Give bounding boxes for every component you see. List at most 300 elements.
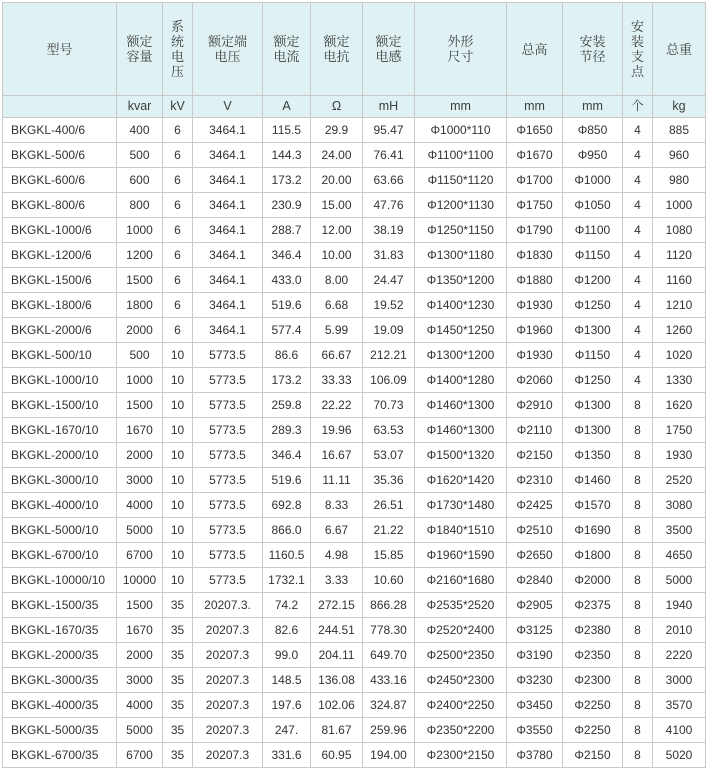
table-row	[3, 593, 706, 618]
table-cell: 1670	[117, 418, 163, 443]
model-cell: BKGKL-500/6	[3, 143, 117, 168]
column-header: 总重	[653, 3, 706, 96]
column-header: 安 装 支 点	[623, 3, 653, 96]
table-cell: Φ1830	[507, 243, 563, 268]
table-cell: Φ2910	[507, 393, 563, 418]
table-cell: 5773.5	[193, 493, 263, 518]
table-cell: 1500	[117, 393, 163, 418]
table-cell: 144.3	[263, 143, 311, 168]
table-cell: 22.22	[311, 393, 363, 418]
table-cell: 1200	[117, 243, 163, 268]
table-cell: 70.73	[363, 393, 415, 418]
table-cell: Φ1460*1300	[415, 393, 507, 418]
table-cell: 272.15	[311, 593, 363, 618]
table-cell: Φ1400*1230	[415, 293, 507, 318]
table-row	[3, 243, 706, 268]
table-cell: Φ1250*1150	[415, 218, 507, 243]
table-cell: 15.85	[363, 543, 415, 568]
table-cell: 8	[623, 668, 653, 693]
table-cell: Φ1960*1590	[415, 543, 507, 568]
model-cell: BKGKL-1000/6	[3, 218, 117, 243]
table-cell: 1940	[653, 593, 706, 618]
table-cell: 519.6	[263, 293, 311, 318]
table-cell: 35.36	[363, 468, 415, 493]
table-cell: Φ2000	[563, 568, 623, 593]
table-cell: 400	[117, 118, 163, 143]
table-cell: 331.6	[263, 743, 311, 768]
table-cell: 6	[163, 118, 193, 143]
table-cell: 8	[623, 443, 653, 468]
table-cell: Φ1930	[507, 343, 563, 368]
table-cell: 10	[163, 393, 193, 418]
table-cell: 20207.3	[193, 718, 263, 743]
table-cell: 20.00	[311, 168, 363, 193]
table-cell: 3464.1	[193, 243, 263, 268]
table-row	[3, 193, 706, 218]
table-cell: 259.8	[263, 393, 311, 418]
table-row	[3, 268, 706, 293]
table-cell: 1210	[653, 293, 706, 318]
model-cell: BKGKL-1500/6	[3, 268, 117, 293]
table-cell: 1670	[117, 618, 163, 643]
table-cell: 8	[623, 743, 653, 768]
table-cell: 5000	[653, 568, 706, 593]
table-cell: 2220	[653, 643, 706, 668]
table-cell: Φ2650	[507, 543, 563, 568]
table-cell: Φ2510	[507, 518, 563, 543]
table-cell: 5773.5	[193, 343, 263, 368]
table-cell: 47.76	[363, 193, 415, 218]
table-cell: 3570	[653, 693, 706, 718]
table-cell: 4	[623, 218, 653, 243]
table-cell: 21.22	[363, 518, 415, 543]
table-cell: 8.33	[311, 493, 363, 518]
table-cell: 3464.1	[193, 318, 263, 343]
table-cell: 6	[163, 143, 193, 168]
table-cell: 3464.1	[193, 118, 263, 143]
table-cell: Φ2060	[507, 368, 563, 393]
table-cell: 4.98	[311, 543, 363, 568]
table-cell: 136.08	[311, 668, 363, 693]
table-row	[3, 643, 706, 668]
table-cell: 8	[623, 418, 653, 443]
unit-cell: 个	[623, 96, 653, 118]
model-cell: BKGKL-1000/10	[3, 368, 117, 393]
table-cell: 1020	[653, 343, 706, 368]
model-cell: BKGKL-6700/35	[3, 743, 117, 768]
table-cell: 500	[117, 143, 163, 168]
table-cell: Φ1930	[507, 293, 563, 318]
table-row	[3, 718, 706, 743]
table-cell: 10	[163, 518, 193, 543]
model-cell: BKGKL-800/6	[3, 193, 117, 218]
table-cell: Φ1450*1250	[415, 318, 507, 343]
table-cell: 800	[117, 193, 163, 218]
table-cell: 115.5	[263, 118, 311, 143]
table-row	[3, 443, 706, 468]
table-cell: 20207.3	[193, 668, 263, 693]
table-cell: 5773.5	[193, 568, 263, 593]
table-cell: 8	[623, 518, 653, 543]
table-cell: 692.8	[263, 493, 311, 518]
table-cell: 5773.5	[193, 368, 263, 393]
table-cell: 866.28	[363, 593, 415, 618]
table-cell: 3080	[653, 493, 706, 518]
column-header: 额定 电抗	[311, 3, 363, 96]
table-cell: 778.30	[363, 618, 415, 643]
spec-table	[2, 2, 706, 768]
table-cell: 960	[653, 143, 706, 168]
table-cell: Φ2350	[563, 643, 623, 668]
table-cell: Φ1100*1100	[415, 143, 507, 168]
table-cell: 577.4	[263, 318, 311, 343]
table-cell: Φ2110	[507, 418, 563, 443]
table-cell: 35	[163, 718, 193, 743]
table-cell: Φ1750	[507, 193, 563, 218]
table-cell: 1000	[117, 218, 163, 243]
table-cell: 6.67	[311, 518, 363, 543]
table-cell: 19.09	[363, 318, 415, 343]
table-cell: 4100	[653, 718, 706, 743]
table-cell: 86.6	[263, 343, 311, 368]
table-cell: 1930	[653, 443, 706, 468]
table-cell: 433.0	[263, 268, 311, 293]
table-cell: 247.	[263, 718, 311, 743]
column-header: 安装 节径	[563, 3, 623, 96]
table-row	[3, 118, 706, 143]
table-cell: 5773.5	[193, 518, 263, 543]
model-cell: BKGKL-5000/35	[3, 718, 117, 743]
table-cell: 173.2	[263, 368, 311, 393]
table-cell: 20207.3	[193, 618, 263, 643]
model-cell: BKGKL-2000/10	[3, 443, 117, 468]
table-cell: 148.5	[263, 668, 311, 693]
table-cell: 95.47	[363, 118, 415, 143]
table-cell: Φ2905	[507, 593, 563, 618]
model-cell: BKGKL-400/6	[3, 118, 117, 143]
table-cell: 4	[623, 368, 653, 393]
model-cell: BKGKL-2000/35	[3, 643, 117, 668]
table-cell: 5773.5	[193, 418, 263, 443]
table-cell: 4	[623, 318, 653, 343]
unit-cell: A	[263, 96, 311, 118]
table-cell: 8	[623, 593, 653, 618]
table-cell: 866.0	[263, 518, 311, 543]
table-cell: Φ1300	[563, 318, 623, 343]
table-cell: 1800	[117, 293, 163, 318]
column-header: 额定 容量	[117, 3, 163, 96]
table-cell: 106.09	[363, 368, 415, 393]
table-cell: Φ1650	[507, 118, 563, 143]
table-cell: 35	[163, 643, 193, 668]
table-cell: 2000	[117, 318, 163, 343]
table-cell: 35	[163, 743, 193, 768]
table-cell: 173.2	[263, 168, 311, 193]
table-cell: 10	[163, 468, 193, 493]
table-cell: 102.06	[311, 693, 363, 718]
table-cell: 8	[623, 543, 653, 568]
model-cell: BKGKL-1500/35	[3, 593, 117, 618]
table-cell: 600	[117, 168, 163, 193]
table-cell: Φ1500*1320	[415, 443, 507, 468]
unit-cell	[3, 96, 117, 118]
spec-table-container	[2, 2, 705, 768]
table-cell: Φ2450*2300	[415, 668, 507, 693]
table-cell: 6	[163, 168, 193, 193]
table-cell: Φ1150	[563, 243, 623, 268]
table-cell: 2000	[117, 643, 163, 668]
table-cell: 4	[623, 118, 653, 143]
table-cell: Φ2300	[563, 668, 623, 693]
table-row	[3, 468, 706, 493]
table-cell: 6700	[117, 543, 163, 568]
unit-cell: mm	[563, 96, 623, 118]
table-cell: 29.9	[311, 118, 363, 143]
table-cell: 10	[163, 543, 193, 568]
table-cell: Φ3190	[507, 643, 563, 668]
model-cell: BKGKL-3000/35	[3, 668, 117, 693]
table-cell: Φ1670	[507, 143, 563, 168]
table-cell: 3.33	[311, 568, 363, 593]
table-row	[3, 568, 706, 593]
table-cell: Φ1690	[563, 518, 623, 543]
table-cell: Φ1620*1420	[415, 468, 507, 493]
table-cell: 26.51	[363, 493, 415, 518]
table-cell: 1500	[117, 268, 163, 293]
table-cell: 20207.3	[193, 693, 263, 718]
table-cell: 6	[163, 293, 193, 318]
table-cell: 194.00	[363, 743, 415, 768]
table-cell: 1160	[653, 268, 706, 293]
unit-cell: mm	[507, 96, 563, 118]
table-cell: 19.52	[363, 293, 415, 318]
table-cell: Φ1570	[563, 493, 623, 518]
model-cell: BKGKL-600/6	[3, 168, 117, 193]
table-cell: 63.66	[363, 168, 415, 193]
model-cell: BKGKL-6700/10	[3, 543, 117, 568]
table-cell: 433.16	[363, 668, 415, 693]
table-cell: 212.21	[363, 343, 415, 368]
unit-cell: mH	[363, 96, 415, 118]
table-cell: 500	[117, 343, 163, 368]
table-cell: 20207.3	[193, 743, 263, 768]
table-cell: Φ1300	[563, 393, 623, 418]
table-cell: 74.2	[263, 593, 311, 618]
table-cell: 5020	[653, 743, 706, 768]
table-cell: 1080	[653, 218, 706, 243]
table-row	[3, 743, 706, 768]
table-cell: 1000	[117, 368, 163, 393]
table-row	[3, 668, 706, 693]
table-cell: 1000	[653, 193, 706, 218]
table-cell: 6700	[117, 743, 163, 768]
table-row	[3, 218, 706, 243]
table-cell: 8	[623, 693, 653, 718]
unit-cell: kvar	[117, 96, 163, 118]
model-cell: BKGKL-1200/6	[3, 243, 117, 268]
table-cell: Φ1350*1200	[415, 268, 507, 293]
model-cell: BKGKL-2000/6	[3, 318, 117, 343]
table-cell: 5773.5	[193, 393, 263, 418]
table-cell: 10000	[117, 568, 163, 593]
table-cell: 4	[623, 168, 653, 193]
table-cell: 35	[163, 618, 193, 643]
table-cell: Φ1200	[563, 268, 623, 293]
table-cell: 15.00	[311, 193, 363, 218]
table-cell: 2520	[653, 468, 706, 493]
unit-cell: kV	[163, 96, 193, 118]
table-cell: 10	[163, 568, 193, 593]
table-cell: 6.68	[311, 293, 363, 318]
table-cell: 1500	[117, 593, 163, 618]
table-cell: Φ1300	[563, 418, 623, 443]
table-cell: 244.51	[311, 618, 363, 643]
model-cell: BKGKL-500/10	[3, 343, 117, 368]
table-row	[3, 343, 706, 368]
table-cell: 6	[163, 193, 193, 218]
table-cell: Φ2535*2520	[415, 593, 507, 618]
model-cell: BKGKL-1670/35	[3, 618, 117, 643]
table-cell: 10	[163, 343, 193, 368]
table-body	[3, 118, 706, 768]
table-cell: Φ2300*2150	[415, 743, 507, 768]
table-row	[3, 168, 706, 193]
table-cell: 8	[623, 393, 653, 418]
model-cell: BKGKL-4000/10	[3, 493, 117, 518]
table-cell: Φ2250	[563, 693, 623, 718]
table-cell: 10.60	[363, 568, 415, 593]
table-cell: 346.4	[263, 243, 311, 268]
table-cell: 288.7	[263, 218, 311, 243]
table-cell: 3000	[117, 668, 163, 693]
table-cell: 10	[163, 443, 193, 468]
table-cell: 19.96	[311, 418, 363, 443]
unit-cell: V	[193, 96, 263, 118]
table-cell: 24.00	[311, 143, 363, 168]
table-cell: 5.99	[311, 318, 363, 343]
table-cell: 3464.1	[193, 193, 263, 218]
model-cell: BKGKL-4000/35	[3, 693, 117, 718]
table-cell: 8	[623, 468, 653, 493]
table-cell: 3000	[653, 668, 706, 693]
table-cell: 1620	[653, 393, 706, 418]
table-cell: 35	[163, 668, 193, 693]
table-cell: 53.07	[363, 443, 415, 468]
table-cell: Φ3780	[507, 743, 563, 768]
table-cell: Φ1300*1180	[415, 243, 507, 268]
model-cell: BKGKL-5000/10	[3, 518, 117, 543]
table-cell: Φ1460	[563, 468, 623, 493]
table-cell: 35	[163, 693, 193, 718]
table-row	[3, 518, 706, 543]
table-cell: 6	[163, 318, 193, 343]
unit-cell: mm	[415, 96, 507, 118]
table-cell: Φ1880	[507, 268, 563, 293]
table-cell: 204.11	[311, 643, 363, 668]
table-cell: 6	[163, 268, 193, 293]
table-cell: Φ2375	[563, 593, 623, 618]
table-cell: 1260	[653, 318, 706, 343]
table-cell: Φ1840*1510	[415, 518, 507, 543]
table-cell: Φ850	[563, 118, 623, 143]
table-row	[3, 493, 706, 518]
table-cell: Φ1350	[563, 443, 623, 468]
table-cell: 20207.3.	[193, 593, 263, 618]
header-row	[3, 3, 706, 96]
table-cell: 3464.1	[193, 293, 263, 318]
table-row	[3, 543, 706, 568]
table-cell: 3464.1	[193, 143, 263, 168]
table-row	[3, 318, 706, 343]
table-cell: 12.00	[311, 218, 363, 243]
table-cell: Φ1000*110	[415, 118, 507, 143]
table-cell: Φ1790	[507, 218, 563, 243]
model-cell: BKGKL-10000/10	[3, 568, 117, 593]
table-cell: 289.3	[263, 418, 311, 443]
table-cell: 31.83	[363, 243, 415, 268]
table-cell: 4	[623, 293, 653, 318]
table-row	[3, 143, 706, 168]
table-cell: Φ1200*1130	[415, 193, 507, 218]
table-cell: 8	[623, 618, 653, 643]
table-cell: 3464.1	[193, 218, 263, 243]
model-cell: BKGKL-3000/10	[3, 468, 117, 493]
table-cell: 6	[163, 243, 193, 268]
table-cell: 5773.5	[193, 468, 263, 493]
table-cell: 259.96	[363, 718, 415, 743]
table-cell: Φ2840	[507, 568, 563, 593]
table-cell: 4	[623, 343, 653, 368]
table-cell: 99.0	[263, 643, 311, 668]
table-cell: 5773.5	[193, 543, 263, 568]
column-header: 总高	[507, 3, 563, 96]
table-row	[3, 293, 706, 318]
table-cell: 10	[163, 418, 193, 443]
table-cell: 16.67	[311, 443, 363, 468]
table-cell: Φ2520*2400	[415, 618, 507, 643]
table-cell: 35	[163, 593, 193, 618]
table-cell: 885	[653, 118, 706, 143]
column-header: 额定端 电压	[193, 3, 263, 96]
table-cell: 197.6	[263, 693, 311, 718]
table-cell: 1732.1	[263, 568, 311, 593]
table-cell: Φ1960	[507, 318, 563, 343]
table-cell: 324.87	[363, 693, 415, 718]
table-cell: Φ2150	[563, 743, 623, 768]
table-cell: Φ1300*1200	[415, 343, 507, 368]
table-cell: 10.00	[311, 243, 363, 268]
table-cell: 8	[623, 493, 653, 518]
table-cell: Φ2250	[563, 718, 623, 743]
unit-cell: Ω	[311, 96, 363, 118]
table-cell: Φ1050	[563, 193, 623, 218]
table-cell: 82.6	[263, 618, 311, 643]
table-cell: 11.11	[311, 468, 363, 493]
table-cell: Φ1250	[563, 368, 623, 393]
table-cell: 63.53	[363, 418, 415, 443]
table-cell: Φ1150	[563, 343, 623, 368]
table-cell: 2010	[653, 618, 706, 643]
table-cell: 3464.1	[193, 168, 263, 193]
table-cell: 81.67	[311, 718, 363, 743]
table-cell: Φ950	[563, 143, 623, 168]
model-cell: BKGKL-1670/10	[3, 418, 117, 443]
table-cell: 8.00	[311, 268, 363, 293]
table-cell: Φ2425	[507, 493, 563, 518]
table-cell: 4000	[117, 493, 163, 518]
table-cell: Φ3550	[507, 718, 563, 743]
table-cell: 519.6	[263, 468, 311, 493]
